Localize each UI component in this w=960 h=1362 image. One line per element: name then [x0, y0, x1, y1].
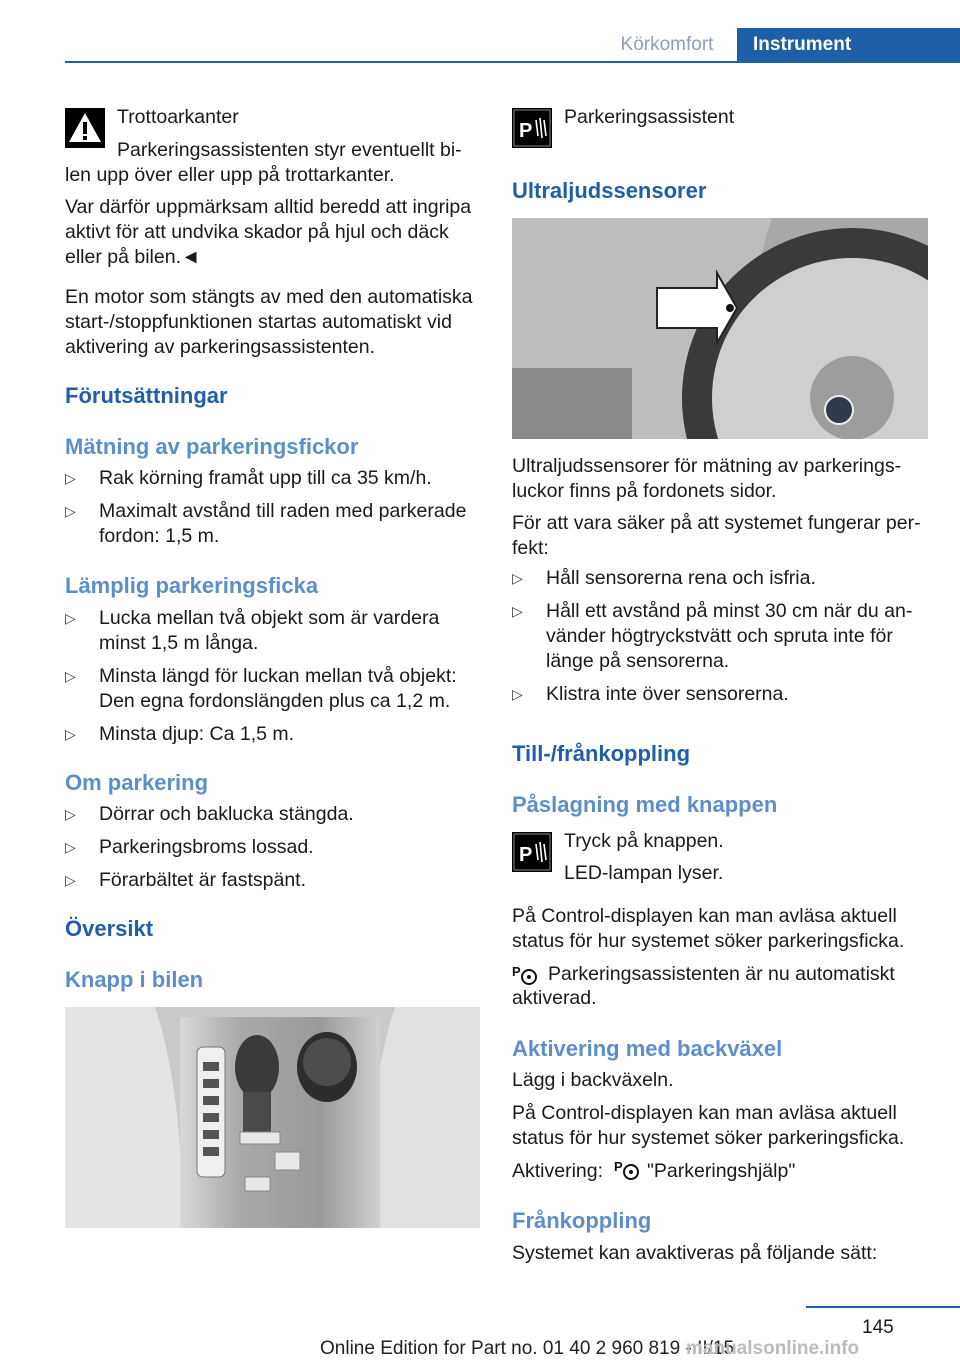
park-assist-label: Parkeringsassistent — [564, 106, 735, 128]
activation-value: "Parkeringshjälp" — [647, 1160, 796, 1182]
list-item: ▷ Håll ett avstånd på minst 30 cm när du an-vänder högtryckstvätt och spruta inte för länge på sensorerna. — [512, 600, 913, 672]
triangle-icon: ▷ — [65, 610, 76, 626]
tab-korkomfort[interactable]: Körkomfort — [620, 34, 714, 55]
warning-line: Parkeringsassistenten styr eventuellt bi- — [117, 139, 462, 161]
list-item: ▷ Lucka mellan två objekt som är vardera minst 1,5 m långa. — [65, 607, 440, 654]
triangle-icon: ▷ — [65, 503, 76, 519]
auto-activated-line: Parkeringsassistenten är nu automatiskt — [548, 963, 895, 985]
status-paragraph: På Control-displayen kan man avläsa aktuell status för hur systemet söker parkeringsficka. — [512, 905, 905, 952]
watermark: manualsonline.info — [686, 1338, 860, 1359]
page-number: 145 — [862, 1317, 894, 1338]
svg-text:P: P — [614, 1159, 623, 1174]
triangle-icon: ▷ — [512, 686, 523, 702]
engine-paragraph: En motor som stängts av med den automatiska start-/stoppfunktionen startas automatiskt vid aktivering av parkeringsassistenten. — [65, 286, 473, 358]
heading-om-parkering: Om parkering — [65, 770, 209, 795]
ultra-paragraph: Ultraljudssensorer för mätning av parkerings-luckor finns på fordonets sidor. — [512, 455, 902, 502]
park-assist-icon — [512, 108, 552, 148]
svg-text:P: P — [512, 964, 521, 979]
svg-text:P: P — [519, 844, 533, 866]
list-item: ▷ Minsta djup: Ca 1,5 m. — [65, 723, 295, 745]
sensor-photo — [512, 218, 928, 439]
heading-till-frankoppling: Till-/frånkoppling — [512, 741, 691, 766]
triangle-icon: ▷ — [65, 726, 76, 742]
list-item: ▷ Klistra inte över sensorerna. — [512, 683, 789, 705]
warning-icon — [65, 108, 105, 148]
heading-paslagning: Påslagning med knappen — [512, 792, 778, 817]
list-item: ▷ Parkeringsbroms lossad. — [65, 836, 314, 858]
activation-label: Aktivering: — [512, 1160, 604, 1182]
safe-paragraph: För att vara säker på att systemet fungerar per-fekt: — [512, 512, 921, 559]
triangle-icon: ▷ — [512, 603, 523, 619]
heading-oversikt: Översikt — [65, 916, 154, 941]
triangle-icon: ▷ — [65, 839, 76, 855]
heading-knapp-i-bilen: Knapp i bilen — [65, 967, 204, 992]
heading-ultraljud: Ultraljudssensorer — [512, 178, 707, 203]
off-paragraph: Systemet kan avaktiveras på följande sätt: — [512, 1242, 878, 1264]
heading-backvaxel: Aktivering med backväxel — [512, 1036, 783, 1061]
warning-paragraph: Var därför uppmärksam alltid beredd att ingripa aktivt för att undvika skador på hjul och däck eller på bilen.◄ — [65, 196, 472, 268]
led-line: LED-lampan lyser. — [564, 862, 724, 884]
list-item: ▷ Dörrar och baklucka stängda. — [65, 803, 354, 825]
heading-lamplig: Lämplig parkeringsficka — [65, 573, 319, 598]
tab-instrument[interactable]: Instrument — [737, 28, 960, 62]
measure-list — [65, 466, 480, 549]
park-steering-icon — [614, 1157, 640, 1183]
triangle-icon: ▷ — [65, 872, 76, 888]
heading-frankoppling: Frånkoppling — [512, 1208, 652, 1233]
auto-activated-line: aktiverad. — [512, 987, 597, 1009]
suitable-list — [65, 606, 480, 747]
list-item: ▷ Rak körning framåt upp till ca 35 km/h. — [65, 467, 432, 489]
triangle-icon: ▷ — [512, 570, 523, 586]
list-item: ▷ Maximalt avstånd till raden med parkerade fordon: 1,5 m. — [65, 500, 467, 547]
list-item: ▷ Minsta längd för luckan mellan två objekt: Den egna fordonslängden plus ca 1,2 m. — [65, 665, 457, 712]
warning-line: len upp över eller upp på trottarkanter. — [65, 164, 395, 186]
list-item: ▷ Förarbältet är fastspänt. — [65, 869, 307, 891]
svg-text:P: P — [519, 120, 533, 142]
triangle-icon: ▷ — [65, 806, 76, 822]
parking-list — [65, 802, 480, 893]
center-console-photo — [65, 1007, 480, 1228]
heading-forutsattningar: Förutsättningar — [65, 383, 228, 408]
status-paragraph: På Control-displayen kan man avläsa aktuell status för hur systemet söker parkeringsficka. — [512, 1102, 905, 1149]
edition-text: Online Edition for Part no. 01 40 2 960 819 - II/15 — [320, 1338, 735, 1359]
triangle-icon: ▷ — [65, 668, 76, 684]
park-assist-icon — [512, 832, 552, 872]
heading-matning: Mätning av parkeringsfickor — [65, 434, 359, 459]
sensor-care-list — [512, 566, 928, 707]
press-button-line: Tryck på knappen. — [564, 830, 724, 852]
list-item: ▷ Håll sensorerna rena och isfria. — [512, 567, 816, 589]
triangle-icon: ▷ — [65, 470, 76, 486]
park-steering-icon — [512, 962, 538, 988]
reverse-line: Lägg i backväxeln. — [512, 1069, 674, 1091]
header-rule — [65, 61, 960, 63]
warning-title: Trottoarkanter — [117, 106, 239, 128]
footer-rule — [806, 1306, 960, 1308]
